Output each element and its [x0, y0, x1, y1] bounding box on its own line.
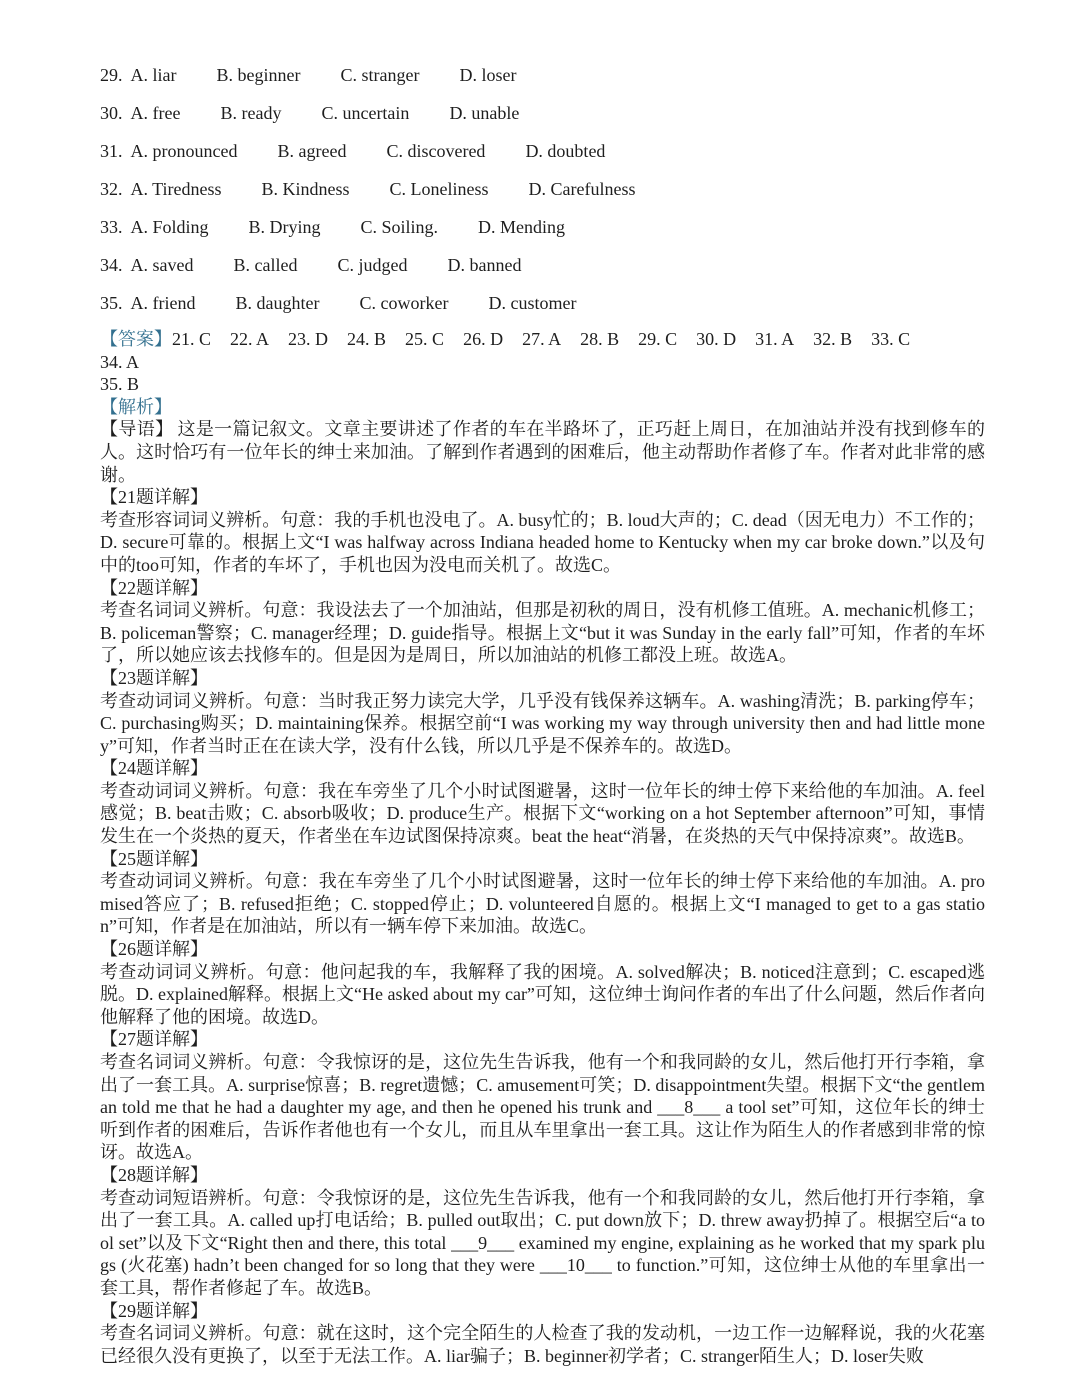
- answer-item: 35. B: [100, 374, 140, 395]
- explanation-section: [100, 1300, 985, 1368]
- explanation-header: 【23题详解】: [100, 667, 208, 688]
- answer-item: 29. C: [638, 329, 678, 349]
- intro-text: 这是一篇记叙文。文章主要讲述了作者的车在半路坏了，正巧赶上周日，在加油站并没有找到修车的人。这时恰巧有一位年长的绅士来加油。了解到作者遇到的困难后，他主动帮助作者修了车。作者对此非常的感谢。: [100, 419, 986, 485]
- analysis-heading: 【解析】: [100, 396, 172, 417]
- explanation-body: 考查名词词义辨析。句意：就在这时，这个完全陌生的人检查了我的发动机，一边工作一边解释说，我的火花塞已经很久没有更换了，以至于无法工作。A. liar骗子；B. beginner初学者；C. stranger陌生人；D. loser失败: [100, 1323, 985, 1366]
- question-row: [100, 170, 985, 208]
- question-option: B. Drying: [248, 217, 321, 237]
- question-number: 29.: [100, 65, 123, 85]
- answer-item: 25. C: [405, 329, 445, 349]
- answers-line-1: [100, 328, 985, 373]
- explanation-section: [100, 486, 985, 576]
- question-option: C. Soiling.: [360, 217, 439, 237]
- explanation-header: 【21题详解】: [100, 487, 208, 508]
- answer-item: 23. D: [288, 329, 329, 349]
- answer-item: 32. B: [813, 329, 853, 349]
- question-option: D. Carefulness: [528, 179, 636, 199]
- question-option: D. unable: [449, 103, 520, 123]
- question-option: D. loser: [459, 65, 517, 85]
- question-option: A. liar: [130, 65, 177, 85]
- question-option: A. saved: [130, 255, 194, 275]
- explanation-body: 考查动词词义辨析。句意：他问起我的车，我解释了我的困境。A. solved解决；B. noticed注意到；C. escaped逃脱。D. explained解释。根据上文“He asked about my car”可知，这位绅士询问作者的车出了什么问题，然后作者向他解释了他的困境。故选D。: [100, 961, 985, 1027]
- question-row: [100, 208, 985, 246]
- explanation-header: 【28题详解】: [100, 1164, 208, 1185]
- question-option: C. uncertain: [321, 103, 410, 123]
- answer-item: 31. A: [755, 329, 795, 349]
- explanation-list: [100, 486, 985, 1367]
- question-number: 35.: [100, 293, 123, 313]
- answers-items-1: [100, 329, 929, 372]
- question-option: C. coworker: [359, 293, 449, 313]
- question-option: A. friend: [130, 293, 196, 313]
- question-row: [100, 132, 985, 170]
- question-option: B. called: [233, 255, 298, 275]
- explanation-body: 考查名词词义辨析。句意：我设法去了一个加油站，但那是初秋的周日，没有机修工值班。A. mechanic机修工；B. policeman警察；C. manager经理；D. guide指导。根据上文“but it was Sunday in the early fall”可知，作者的车坏了，所以她应该去找修车的。但是因为是周日，所以加油站的机修工都没上班。故选A。: [100, 600, 985, 666]
- question-row: [100, 284, 985, 322]
- question-option: B. ready: [220, 103, 282, 123]
- question-option: D. doubted: [525, 141, 606, 161]
- question-option: C. discovered: [386, 141, 486, 161]
- question-number: 30.: [100, 103, 123, 123]
- explanation-body: 考查名词词义辨析。句意：令我惊讶的是，这位先生告诉我，他有一个和我同龄的女儿，然后他打开行李箱，拿出了一套工具。A. surprise惊喜；B. regret遗憾；C. amusement可笑；D. disappointment失望。根据下文“the gentleman told me that he had a daughter my age, and then he opened his trunk and ___8___ a tool set”可知，这位年长的绅士听到作者的困难后，告诉作者他也有一个女儿，而且从车里拿出一套工具。这让作为陌生人的作者感到非常的惊讶。故选A。: [100, 1052, 985, 1163]
- question-option: B. agreed: [277, 141, 347, 161]
- explanation-header: 【25题详解】: [100, 848, 208, 869]
- question-option: D. customer: [488, 293, 577, 313]
- answer-item: 24. B: [347, 329, 387, 349]
- explanation-body: 考查动词词义辨析。句意：我在车旁坐了几个小时试图避暑，这时一位年长的绅士停下来给他的车加油。A. feel感觉；B. beat击败；C. absorb吸收；D. produce生产。根据下文“working on a hot September afternoon”可知，事情发生在一个炎热的夏天，作者坐在车边试图保持凉爽。beat the heat“消暑，在炎热的天气中保持凉爽”。故选B。: [100, 780, 985, 847]
- question-number: 32.: [100, 179, 123, 199]
- answers-line-2: [100, 373, 985, 396]
- intro-paragraph: [100, 418, 985, 486]
- explanation-body: 考查动词词义辨析。句意：当时我正努力读完大学，几乎没有钱保养这辆车。A. washing清洗；B. parking停车；C. purchasing购买；D. maintaining保养。根据空前“I was working my way through university then and had little money”可知，作者当时正在在读大学，没有什么钱，所以几乎是不保养车的。故选D。: [100, 690, 985, 756]
- answers-items-2: [100, 374, 158, 394]
- question-number: 34.: [100, 255, 123, 275]
- question-row: [100, 94, 985, 132]
- question-number: 33.: [100, 217, 123, 237]
- explanation-section: [100, 667, 985, 757]
- answer-item: 27. A: [522, 329, 562, 349]
- question-number: 31.: [100, 141, 123, 161]
- question-row: [100, 246, 985, 284]
- answer-item: 26. D: [463, 329, 504, 349]
- explanation-header: 【29题详解】: [100, 1300, 208, 1321]
- question-option: A. Tiredness: [130, 179, 222, 199]
- answer-item: 30. D: [696, 329, 737, 349]
- explanation-body: 考查动词词义辨析。句意：我在车旁坐了几个小时试图避暑，这时一位年长的绅士停下来给他的车加油。A. promised答应了；B. refused拒绝；C. stopped停止；D. volunteered自愿的。根据上文“I managed to get to a gas station”可知，作者是在加油站，所以有一辆车停下来加油。故选C。: [100, 871, 985, 937]
- answer-item: 34. A: [100, 351, 140, 372]
- explanation-section: [100, 1164, 985, 1300]
- question-option: D. Mending: [478, 217, 566, 237]
- answer-item: 22. A: [230, 329, 270, 349]
- explanation-section: [100, 848, 985, 938]
- explanation-section: [100, 938, 985, 1028]
- question-option: D. banned: [447, 255, 522, 275]
- answer-item: 33. C: [871, 329, 911, 349]
- question-option: A. free: [130, 103, 181, 123]
- explanation-section: [100, 1028, 985, 1164]
- intro-label: 【导语】: [100, 419, 174, 440]
- question-list: [100, 56, 985, 322]
- explanation-header: 【27题详解】: [100, 1029, 208, 1050]
- question-option: A. pronounced: [130, 141, 238, 161]
- explanation-section: [100, 757, 985, 847]
- answer-item: 28. B: [580, 329, 620, 349]
- question-option: C. stranger: [340, 65, 420, 85]
- explanation-body: 考查形容词词义辨析。句意：我的手机也没电了。A. busy忙的；B. loud大声的；C. dead（因无电力）不工作的；D. secure可靠的。根据上文“I was halfway across Indiana headed home to Kentucky when my car broke down.”以及句中的too可知，作者的车坏了，手机也因为没电而关机了。故选C。: [100, 509, 985, 575]
- question-option: B. beginner: [216, 65, 301, 85]
- question-option: A. Folding: [130, 217, 209, 237]
- question-row: [100, 56, 985, 94]
- explanation-header: 【24题详解】: [100, 758, 208, 779]
- answer-item: 21. C: [172, 329, 212, 349]
- explanation-section: [100, 577, 985, 667]
- question-option: B. daughter: [235, 293, 320, 313]
- explanation-body: 考查动词短语辨析。句意：令我惊讶的是，这位先生告诉我，他有一个和我同龄的女儿，然后他打开行李箱，拿出了一套工具。A. called up打电话给；B. pulled out取出；C. put down放下；D. threw away扔掉了。根据空后“a tool set”以及下文“Right then and there, this total ___9___ examined my engine, explaining as he worked that my spark plugs (火花塞) hadn’t been changed for so long that they were ___10___ to function.”可知，这位绅士从他的车里拿出一套工具，帮作者修起了车。故选B。: [100, 1187, 985, 1298]
- answers-label: 【答案】: [100, 329, 172, 349]
- explanation-header: 【22题详解】: [100, 577, 208, 598]
- question-option: B. Kindness: [261, 179, 350, 199]
- question-option: C. Loneliness: [389, 179, 489, 199]
- explanation-header: 【26题详解】: [100, 939, 208, 960]
- question-option: C. judged: [337, 255, 408, 275]
